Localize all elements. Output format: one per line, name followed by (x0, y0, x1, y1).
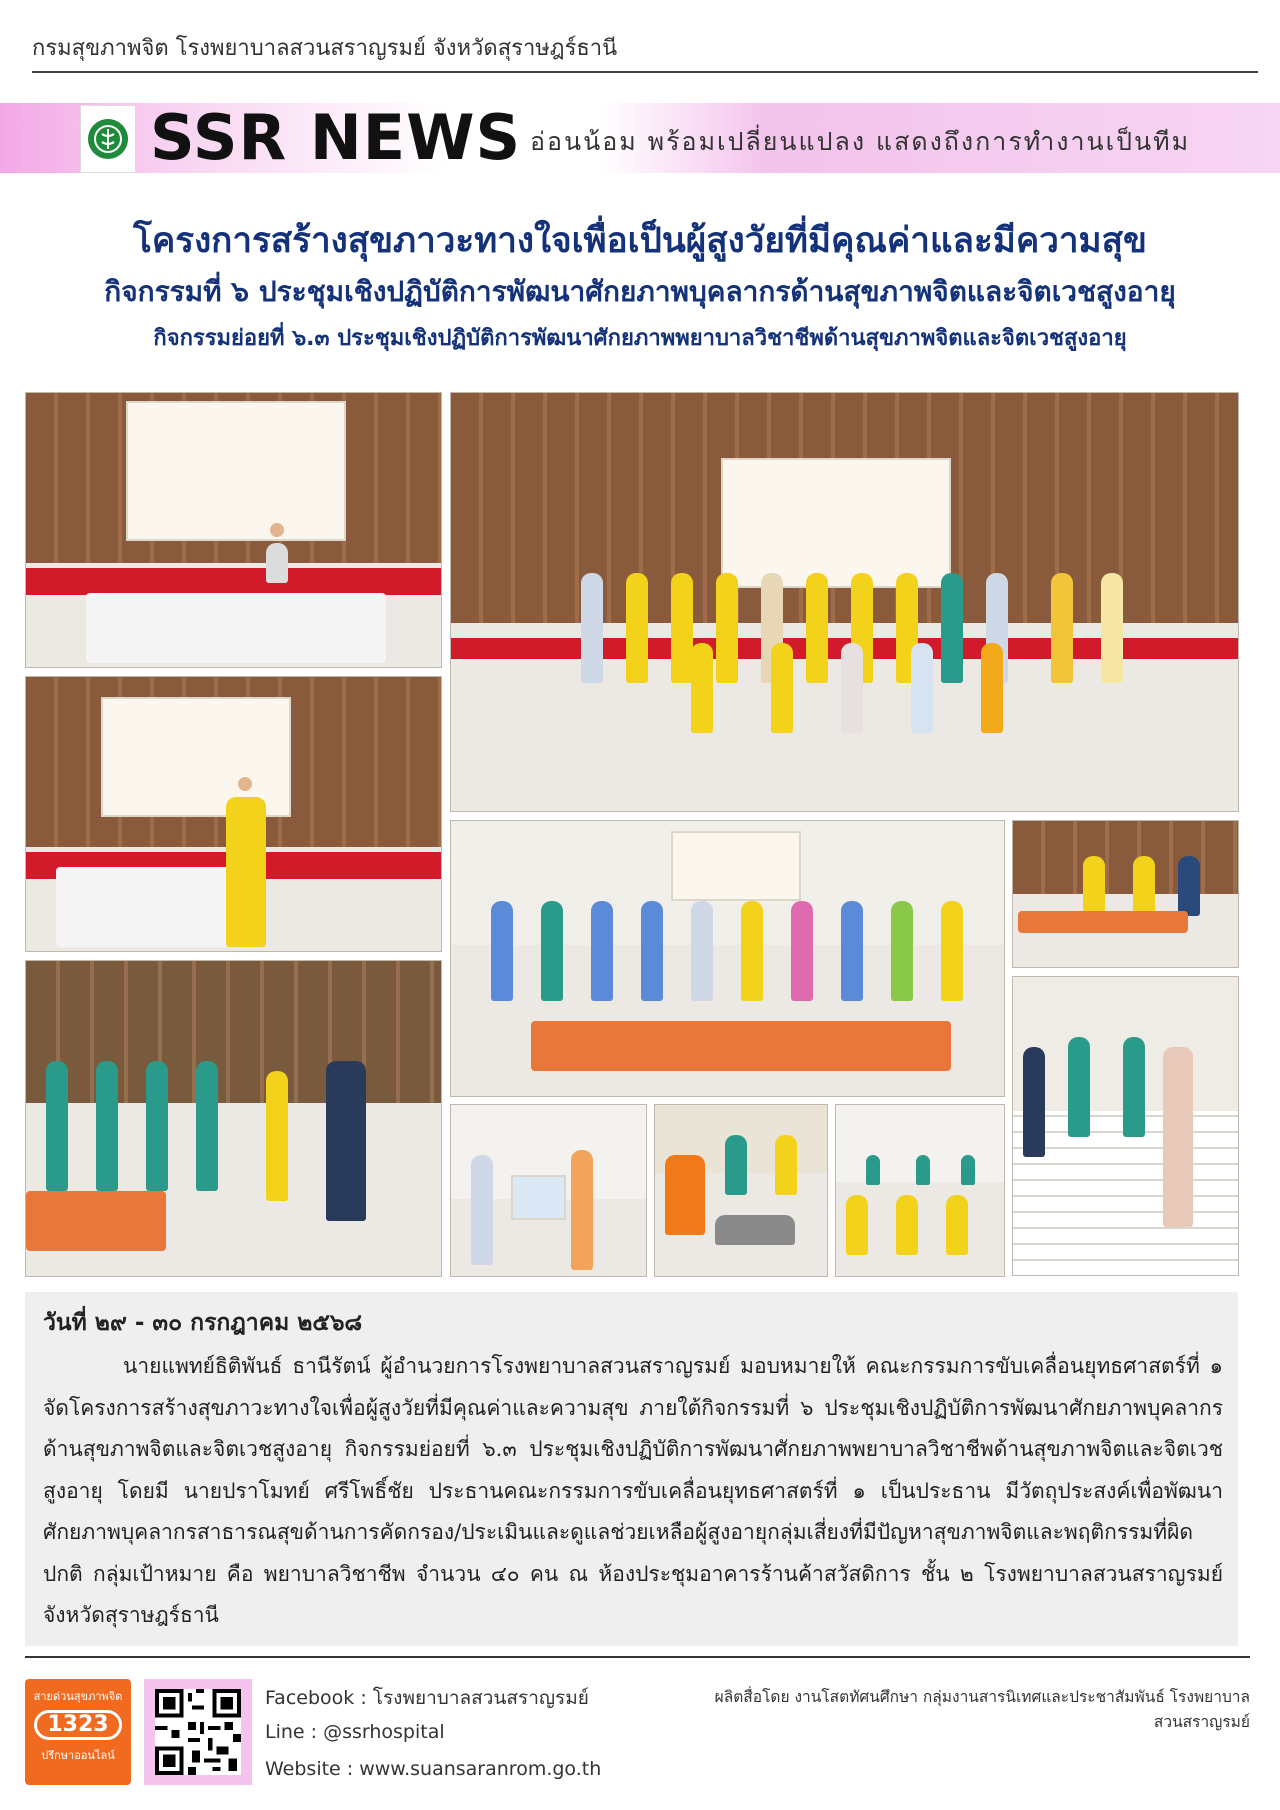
line-link[interactable]: Line : @ssrhospital (265, 1721, 445, 1743)
hotline-number: 1323 (47, 1712, 109, 1737)
photo-presenter (25, 676, 442, 952)
news-title: SSR NEWS (150, 101, 522, 174)
header-divider (32, 71, 1258, 73)
footer-divider (25, 1656, 1250, 1658)
event-description (43, 1346, 1223, 1637)
sub-activity-title: กิจกรรมย่อยที่ ๖.๓ ประชุมเชิงปฏิบัติการพัฒนาศักยภาพพยาบาลวิชาชีพด้านสุขภาพจิตและจิตเวชสูงอายุ (153, 326, 1127, 351)
producer-credit: ผลิตสื่อโดย งานโสตทัศนศึกษา กลุ่มงานสารนิเทศและประชาสัมพันธ์ โรงพยาบาลสวนสราญรมย์ (714, 1688, 1250, 1731)
photo-group-portrait (450, 392, 1239, 812)
photo-speaker-podium (25, 392, 442, 668)
photo-stairs-exercise (1012, 976, 1239, 1276)
phone-hotline-icon (34, 1710, 122, 1740)
organization-header: กรมสุขภาพจิต โรงพยาบาลสวนสราญรมย์ จังหวัดสุราษฎร์ธานี (32, 36, 618, 61)
project-title: โครงการสร้างสุขภาวะทางใจเพื่อเป็นผู้สูงวัยที่มีคุณค่าและมีความสุข (133, 221, 1147, 261)
photo-walker-demo (25, 960, 442, 1277)
photo-floor-exercise (654, 1104, 828, 1277)
facebook-link[interactable]: Facebook : โรงพยาบาลสวนสราญรมย์ (265, 1687, 589, 1709)
slogan: อ่อนน้อม พร้อมเปลี่ยนแปลง แสดงถึงการทำงานเป็นทีม (530, 127, 1191, 156)
hotline-top-label: สายด่วนสุขภาพจิต (33, 1690, 123, 1703)
qr-code-icon (144, 1679, 252, 1785)
website-link[interactable]: Website : www.suansaranrom.go.th (265, 1758, 602, 1780)
photo-activity-plates (450, 820, 1005, 1097)
photo-seated-exercise (835, 1104, 1005, 1277)
event-date: วันที่ ๒๙ - ๓๐ กรกฎาคม ๒๕๖๘ (43, 1310, 363, 1336)
photo-ball-exercise (450, 1104, 647, 1277)
event-description-text: นายแพทย์ธิติพันธ์ ธานีรัตน์ ผู้อำนวยการโรงพยาบาลสวนสราญรมย์ มอบหมายให้ คณะกรรมการขับเคลื่อนยุทธศาสตร์ที่ ๑ จัดโครงการสร้างสุขภาวะทางใจเพื่อผู้สูงวัยที่มีคุณค่าและความสุข ภายใต้กิจกรรมที่ ๖ ประชุมเชิงปฏิบัติการพัฒนาศักยภาพบุคลากรด้านสุขภาพจิตและจิตเวชสูงอายุ กิจกรรมย่อยที่ ๖.๓ ประชุมเชิงปฏิบัติการพัฒนาศักยภาพพยาบาลวิชาชีพด้านสุขภาพจิตและจิตเวชสูงอายุ โดยมี นายปราโมทย์ ศรีโพธิ์ชัย ประธานคณะกรรมการขับเคลื่อนยุทธศาสตร์ที่ ๑ เป็นประธาน มีวัตถุประสงค์เพื่อพัฒนาศักยภาพบุคลากรสาธารณสุขด้านการคัดกรอง/ประเมินและดูแลช่วยเหลือผู้สูงอายุกลุ่มเสี่ยงที่มีปัญหาสุขภาพจิตและพฤติกรรมที่ผิดปกติ กลุ่มเป้าหมาย คือ พยาบาลวิชาชีพ จำนวน ๔๐ คน ณ ห้องประชุมอาคารร้านค้าสวัสดิการ ชั้น ๒ โรงพยาบาลสวนสราญรมย์ จังหวัดสุราษฎร์ธานี (43, 1354, 1223, 1627)
ministry-logo-icon (80, 105, 136, 173)
photo-small-group (1012, 820, 1239, 968)
hotline-bottom-label: ปรึกษาออนไลน์ (41, 1749, 115, 1762)
hotline-badge (25, 1679, 131, 1785)
activity-title: กิจกรรมที่ ๖ ประชุมเชิงปฏิบัติการพัฒนาศักยภาพบุคลากรด้านสุขภาพจิตและจิตเวชสูงอายุ (104, 275, 1176, 308)
